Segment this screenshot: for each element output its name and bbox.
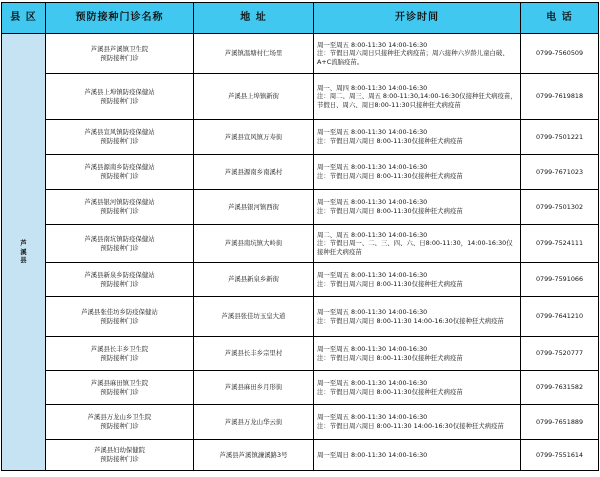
clinic-name-cell bbox=[46, 371, 194, 405]
clinic-name-cell bbox=[46, 263, 194, 297]
table-row bbox=[2, 74, 599, 120]
hours-cell bbox=[314, 405, 521, 440]
address-cell: 芦溪县万龙山华云街 bbox=[194, 405, 314, 440]
table-header-row bbox=[2, 3, 599, 34]
address-cell: 芦溪县长丰乡宗里村 bbox=[194, 337, 314, 371]
hours-note: 注：节假日周六周日只接种狂犬病疫苗；周六接种六岁龄儿童白破、A+C流脑疫苗。 bbox=[317, 49, 509, 66]
table-row bbox=[2, 440, 599, 471]
phone-cell: 0799-7631582 bbox=[521, 371, 599, 405]
clinic-name-line: 芦溪县上埠镇防疫保健站 bbox=[84, 87, 155, 96]
phone-cell: 0799-7501221 bbox=[521, 120, 599, 155]
clinic-name-line: 芦溪县妇幼保健院 bbox=[93, 446, 146, 455]
hours-line: 周二、周五 8:00-11:30 14:00-16:30 bbox=[317, 230, 428, 239]
address-cell: 芦溪县张佳坊玉皇大道 bbox=[194, 297, 314, 337]
phone-cell: 0799-7520777 bbox=[521, 337, 599, 371]
clinic-name-cell bbox=[46, 34, 194, 74]
address-cell: 芦溪县麻田乡月形街 bbox=[194, 371, 314, 405]
address-cell: 芦溪县宣风镇万寿街 bbox=[194, 120, 314, 155]
hours-line: 周一至周五 8:00-11:30 14:00-16:30 bbox=[317, 198, 428, 207]
clinic-name-line: 预防接种门诊 bbox=[100, 53, 139, 62]
county-cell bbox=[2, 34, 46, 471]
hours-line: 周一至周五 8:00-11:30 14:00-16:30 bbox=[317, 40, 428, 49]
clinic-name-line: 预防接种门诊 bbox=[100, 353, 139, 362]
clinic-name-line: 芦溪县源南乡防疫保健站 bbox=[84, 163, 155, 172]
address-cell: 芦溪县源南乡南溪村 bbox=[194, 155, 314, 190]
hours-note: 注：节假日周六周日 8:00-11:30 14:00-16:30仅接种狂犬病疫苗 bbox=[317, 422, 504, 430]
clinic-name-cell bbox=[46, 120, 194, 155]
address-cell: 芦溪镇温塘村仁场里 bbox=[194, 34, 314, 74]
table-row bbox=[2, 190, 599, 225]
clinic-name-line: 预防接种门诊 bbox=[100, 96, 139, 105]
hours-cell bbox=[314, 120, 521, 155]
hours-note: 注：节假日周六周日 8:00-11:30仅接种狂犬病疫苗 bbox=[317, 207, 463, 215]
table-row bbox=[2, 371, 599, 405]
clinic-name-line: 芦溪县芦溪镇卫生院 bbox=[90, 44, 149, 53]
phone-cell: 0799-7524111 bbox=[521, 225, 599, 263]
clinic-name-line: 预防接种门诊 bbox=[100, 422, 139, 430]
table-row bbox=[2, 337, 599, 371]
hours-cell bbox=[314, 371, 521, 405]
hours-cell bbox=[314, 297, 521, 337]
phone-cell: 0799-7551614 bbox=[521, 440, 599, 471]
county-char: 溪 bbox=[20, 247, 27, 256]
county-char: 县 bbox=[20, 256, 27, 265]
table-row bbox=[2, 263, 599, 297]
phone-cell: 0799-7641210 bbox=[521, 297, 599, 337]
hours-note: 注：周二、周三、周五 8:00-11:30,14:00-16:30仅接种狂犬病疫苗，节假日、周六、周日8:00-11:30只接种狂犬病疫苗 bbox=[317, 92, 517, 109]
clinic-name-line: 预防接种门诊 bbox=[100, 137, 139, 145]
clinic-name-cell bbox=[46, 297, 194, 337]
hours-note: 注：节假日周六周日 8:00-11:30仅接种狂犬病疫苗 bbox=[317, 353, 463, 362]
clinic-name-line: 预防接种门诊 bbox=[100, 243, 139, 252]
hours-cell bbox=[314, 74, 521, 120]
hours-cell bbox=[314, 34, 521, 74]
phone-cell: 0799-7591066 bbox=[521, 263, 599, 297]
clinic-name-cell bbox=[46, 440, 194, 471]
table-row bbox=[2, 225, 599, 263]
header-phone: 电 话 bbox=[521, 3, 599, 34]
hours-line: 周一至周五 8:00-11:30 14:00-16:30 bbox=[317, 413, 428, 422]
table-row bbox=[2, 155, 599, 190]
hours-line: 周一至周五 8:00-11:30 14:00-16:30 bbox=[317, 128, 428, 137]
table-row bbox=[2, 297, 599, 337]
clinic-name-line: 预防接种门诊 bbox=[100, 455, 139, 463]
phone-cell: 0799-7560509 bbox=[521, 34, 599, 74]
address-cell: 芦溪县上埠镇新街 bbox=[194, 74, 314, 120]
phone-cell: 0799-7619818 bbox=[521, 74, 599, 120]
vaccination-clinic-table bbox=[1, 2, 599, 471]
hours-line: 周一至周五 8:00-11:30 14:00-16:30 bbox=[317, 270, 428, 279]
hours-cell bbox=[314, 337, 521, 371]
clinic-name-cell bbox=[46, 155, 194, 190]
address-cell: 芦溪县南坑镇大岭街 bbox=[194, 225, 314, 263]
hours-line: 周一至周日 8:00-11:30 14:00-16:30 bbox=[317, 450, 428, 459]
header-clinic-name: 预防接种门诊名称 bbox=[46, 3, 194, 34]
phone-cell: 0799-7501302 bbox=[521, 190, 599, 225]
hours-cell bbox=[314, 440, 521, 471]
hours-note: 注：节假日周一、二、三、四、六、日8:00-11:30，14:00-16:30仅接种狂犬病疫苗 bbox=[317, 239, 513, 256]
clinic-name-line: 芦溪县新泉乡防疫保健站 bbox=[84, 270, 155, 279]
clinic-name-line: 芦溪县南坑镇防疫保健站 bbox=[84, 234, 155, 243]
hours-cell bbox=[314, 263, 521, 297]
header-hours: 开诊时间 bbox=[314, 3, 521, 34]
table-row bbox=[2, 120, 599, 155]
clinic-name-cell bbox=[46, 337, 194, 371]
address-cell: 芦溪县银河镇西街 bbox=[194, 190, 314, 225]
clinic-name-cell bbox=[46, 190, 194, 225]
hours-note: 注：节假日周六周日 8:00-11:30 14:00-16:30仅接种狂犬病疫苗 bbox=[317, 316, 504, 325]
clinic-name-cell bbox=[46, 225, 194, 263]
address-cell: 芦溪县新泉乡新街 bbox=[194, 263, 314, 297]
table-row bbox=[2, 34, 599, 74]
clinic-name-line: 芦溪县长丰乡卫生院 bbox=[90, 344, 149, 353]
hours-note: 注：节假日周六周日 8:00-11:30仅接种狂犬病疫苗 bbox=[317, 279, 463, 288]
table-row bbox=[2, 405, 599, 440]
hours-line: 周一至周五 8:00-11:30 14:00-16:30 bbox=[317, 378, 428, 387]
header-address: 地 址 bbox=[194, 3, 314, 34]
clinic-name-line: 预防接种门诊 bbox=[100, 172, 139, 180]
clinic-name-line: 预防接种门诊 bbox=[100, 279, 139, 288]
clinic-name-line: 芦溪县银河镇防疫保健站 bbox=[84, 198, 155, 207]
hours-line: 周一至周五 8:00-11:30 14:00-16:30 bbox=[317, 307, 428, 316]
hours-note: 注：节假日周六周日 8:00-11:30仅接种狂犬病疫苗 bbox=[317, 172, 463, 180]
clinic-name-line: 芦溪县宣风镇防疫保健站 bbox=[84, 128, 155, 137]
clinic-name-line: 预防接种门诊 bbox=[100, 387, 139, 396]
hours-line: 周一、周四 8:00-11:30 14:00-16:30 bbox=[317, 83, 428, 92]
hours-note: 注：节假日周六周日 8:00-11:30仅接种狂犬病疫苗 bbox=[317, 387, 463, 396]
hours-line: 周一至周五 8:00-11:30 14:00-16:30 bbox=[317, 344, 428, 353]
clinic-name-cell bbox=[46, 405, 194, 440]
clinic-name-line: 预防接种门诊 bbox=[100, 316, 139, 325]
phone-cell: 0799-7671023 bbox=[521, 155, 599, 190]
phone-cell: 0799-7651889 bbox=[521, 405, 599, 440]
hours-cell bbox=[314, 155, 521, 190]
hours-cell bbox=[314, 225, 521, 263]
clinic-name-line: 芦溪县万龙山乡卫生院 bbox=[87, 413, 152, 422]
clinic-name-line: 预防接种门诊 bbox=[100, 207, 139, 215]
clinic-name-line: 芦溪县张佳坊乡防疫保健站 bbox=[81, 307, 158, 316]
hours-cell bbox=[314, 190, 521, 225]
clinic-name-cell bbox=[46, 74, 194, 120]
hours-line: 周一至周五 8:00-11:30 14:00-16:30 bbox=[317, 163, 428, 172]
address-cell: 芦溪县芦溪镇濂溪路3号 bbox=[194, 440, 314, 471]
clinic-name-line: 芦溪县麻田镇卫生院 bbox=[90, 378, 149, 387]
header-county: 县 区 bbox=[2, 3, 46, 34]
county-char: 芦 bbox=[20, 239, 27, 248]
hours-note: 注：节假日周六周日 8:00-11:30仅接种狂犬病疫苗 bbox=[317, 137, 463, 145]
